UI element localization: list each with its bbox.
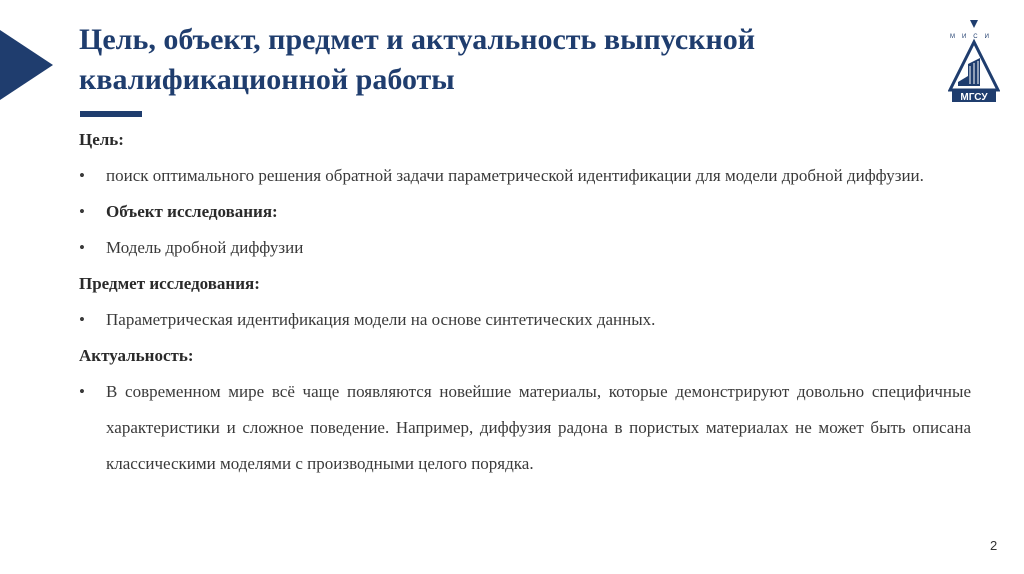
- relevance-bullet: [79, 374, 971, 482]
- bullet-dot: •: [79, 310, 85, 329]
- bullet-dot: •: [79, 166, 85, 185]
- object-heading: Объект исследования:: [106, 202, 278, 221]
- goal-text: поиск оптимального решения обратной задачи параметрической идентификации для модели дробной диффузии.: [106, 166, 924, 185]
- relevance-text: В современном мире всё чаще появляются новейшие материалы, которые демонстрируют довольно специфичные характеристики и сложное поведение. Например, диффузия радона в пористых материалах не может быть описана классическими моделями с производными целого порядка.: [106, 382, 971, 473]
- title-underline: [80, 111, 142, 117]
- title-line-2: квалификационной работы: [79, 63, 455, 96]
- subject-text: Параметрическая идентификация модели на основе синтетических данных.: [106, 310, 656, 329]
- svg-text:МИСИ: МИСИ: [950, 34, 996, 40]
- page-number: 2: [990, 538, 998, 553]
- subject-bullet: [79, 302, 971, 338]
- decorative-arrow: [0, 30, 53, 100]
- object-text: Модель дробной диффузии: [106, 238, 304, 257]
- subject-heading: Предмет исследования:: [79, 274, 260, 293]
- object-bullet: [79, 230, 971, 266]
- relevance-heading: Актуальность:: [79, 346, 194, 365]
- page-title: [79, 20, 879, 100]
- bullet-dot: •: [79, 202, 85, 221]
- mgsu-logo-icon: [948, 20, 1000, 104]
- logo-text: МГСУ: [960, 92, 988, 103]
- title-line-1: Цель, объект, предмет и актуальность выпускной: [79, 23, 756, 56]
- slide-content: [79, 122, 971, 482]
- goal-heading: Цель:: [79, 130, 124, 149]
- object-heading-bullet: [79, 194, 971, 230]
- goal-bullet: [79, 158, 971, 194]
- bullet-dot: •: [79, 382, 85, 401]
- bullet-dot: •: [79, 238, 85, 257]
